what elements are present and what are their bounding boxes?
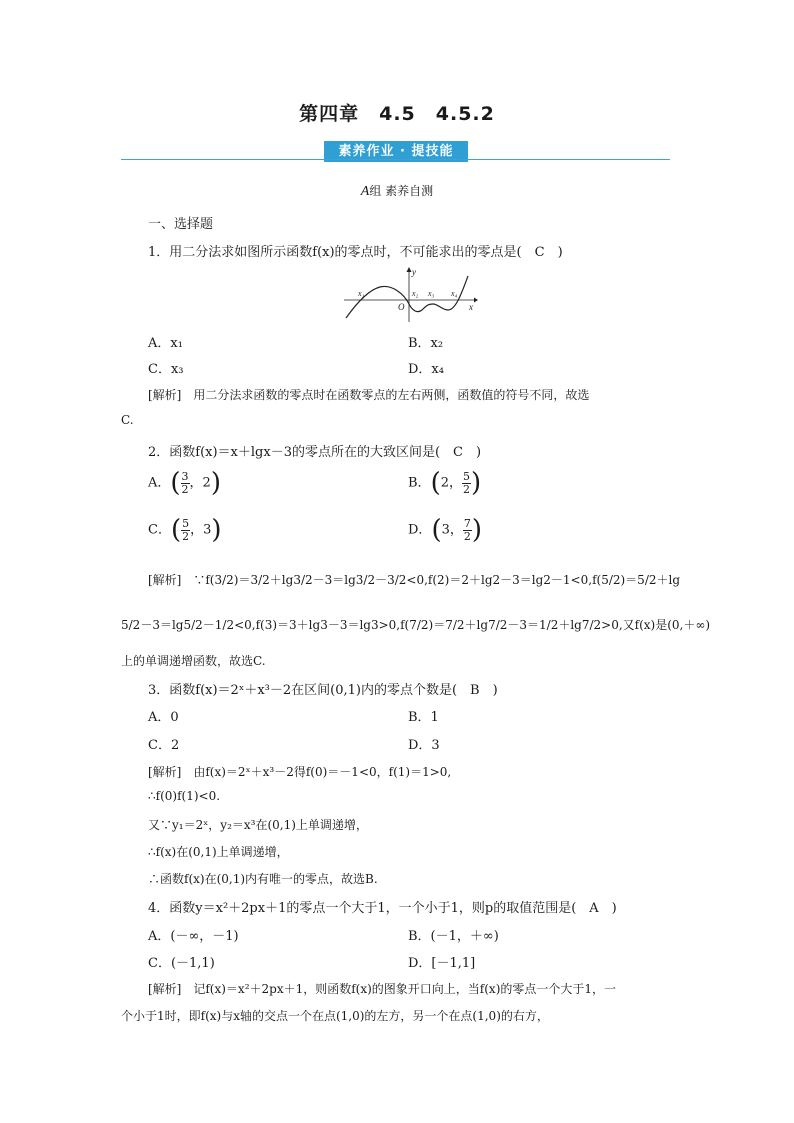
q4-option-c: C．(－1,1) xyxy=(148,956,215,971)
q2-option-a: A．( $\frac{3}{2}$ ，2) xyxy=(148,468,221,498)
q1-option-c: C．x₃ xyxy=(148,362,184,377)
y-label: y xyxy=(412,267,416,277)
q2-opt-c-frac: $\frac{5}{2}$ xyxy=(182,516,190,543)
q2-opt-d-label: D． xyxy=(408,522,432,538)
q2-opt-b-label: B． xyxy=(408,475,431,491)
q4-solution-line2: 个小于1时，即f(x)与x轴的交点一个在点(1,0)的左方，另一个在点(1,0)的右方， xyxy=(121,1009,549,1023)
q3-option-b: B．1 xyxy=(408,710,439,725)
q2-solution-line2: 5/2－3＝lg5/2－1/2<0,f(3)＝3＋lg3－3＝lg3>0,f(7/2)＝7/2＋lg7/2－3＝1/2＋lg7/2>0,又f(x)是(0,＋∞) xyxy=(121,618,711,632)
header-rule xyxy=(121,159,670,160)
q2-stem: 2．函数f(x)＝x＋lgx－3的零点所在的大致区间是( C ) xyxy=(148,445,482,460)
q1-option-a: A．x₁ xyxy=(148,336,183,351)
q3-solution-line1: [解析] 由f(x)＝2ˣ＋x³－2得f(0)＝－1<0，f(1)＝1>0, xyxy=(148,765,452,779)
page-title: 第四章 4.5 4.5.2 xyxy=(299,103,495,125)
q3-stem: 3．函数f(x)＝2ˣ＋x³－2在区间(0,1)内的零点个数是( B ) xyxy=(148,683,498,698)
q2-opt-c-right: ，3 xyxy=(190,522,212,538)
q2-option-c: C．( $\frac{5}{2}$ ，3) xyxy=(148,515,222,545)
q2-option-b: B．(2， $\frac{5}{2}$ ) xyxy=(408,468,482,498)
x4-label: x₄ xyxy=(451,289,458,298)
q2-opt-a-right: ，2 xyxy=(189,475,211,491)
x3-label: x₃ xyxy=(428,289,435,298)
x-label: x xyxy=(469,302,473,312)
origin-label: O xyxy=(398,302,405,312)
q1-option-b: B．x₂ xyxy=(408,336,444,351)
q2-opt-b-frac: $\frac{5}{2}$ xyxy=(463,469,470,496)
q4-option-d: D．[－1,1] xyxy=(408,956,476,971)
q1-function-graph xyxy=(342,266,478,324)
q2-opt-a-frac: $\frac{3}{2}$ xyxy=(181,469,189,496)
q1-option-d: D．x₄ xyxy=(408,362,444,377)
q3-option-c: C．2 xyxy=(148,738,180,753)
q4-option-b: B．(－1，＋∞) xyxy=(408,929,499,944)
q2-opt-a-label: A． xyxy=(148,475,171,491)
q2-opt-d-left: 3， xyxy=(441,522,463,538)
q2-solution-line3: 上的单调递增函数，故选C. xyxy=(121,654,266,668)
q3-solution-line2: ∴f(0)f(1)<0. xyxy=(148,789,221,803)
q1-solution-line1: [解析] 用二分法求函数的零点时在函数零点的左右两侧，函数值的符号不同，故选 xyxy=(148,388,590,402)
q3-solution-line4: ∴f(x)在(0,1)上单调递增， xyxy=(148,845,289,859)
q3-solution-line3: 又∵y₁＝2ˣ，y₂＝x³在(0,1)上单调递增， xyxy=(148,818,368,832)
q2-opt-b-left: 2， xyxy=(440,475,462,491)
group-label: 组 素养自测 xyxy=(369,184,434,198)
q4-stem: 4．函数y＝x²＋2px＋1的零点一个大于1，一个小于1，则p的取值范围是( A ) xyxy=(148,901,617,916)
x1-label: x₁ xyxy=(358,289,365,298)
q2-opt-c-label: C． xyxy=(148,522,171,538)
q2-option-d: D．(3， $\frac{7}{2}$ ) xyxy=(408,515,483,545)
q1-solution-line2: C. xyxy=(121,413,134,427)
x-axis-arrow xyxy=(474,298,478,303)
section-banner: 素养作业 · 提技能 xyxy=(324,141,468,162)
q3-solution-line5: ∴函数f(x)在(0,1)内有唯一的零点，故选B. xyxy=(148,872,378,886)
section-heading: 一、选择题 xyxy=(148,217,214,232)
q4-option-a: A．(－∞，－1) xyxy=(148,929,239,944)
q2-opt-d-frac: $\frac{7}{2}$ xyxy=(463,516,471,543)
q3-option-a: A．0 xyxy=(148,710,179,725)
y-axis-arrow xyxy=(407,267,412,272)
group-heading xyxy=(0,182,794,200)
q4-solution-line1: [解析] 记f(x)＝x²＋2px＋1，则函数f(x)的图象开口向上，当f(x)的零点一个大于1，一 xyxy=(148,982,617,996)
q1-stem: 1．用二分法求如图所示函数f(x)的零点时，不可能求出的零点是( C ) xyxy=(148,245,563,260)
q2-solution-line1: [解析] ∵f(3/2)＝3/2＋lg3/2－3＝lg3/2－3/2<0,f(2)＝2＋lg2－3＝lg2－1<0,f(5/2)＝5/2＋lg xyxy=(148,573,681,587)
group-letter: A xyxy=(360,184,370,199)
q3-option-d: D．3 xyxy=(408,738,440,753)
x2-label: x₂ xyxy=(412,289,419,298)
